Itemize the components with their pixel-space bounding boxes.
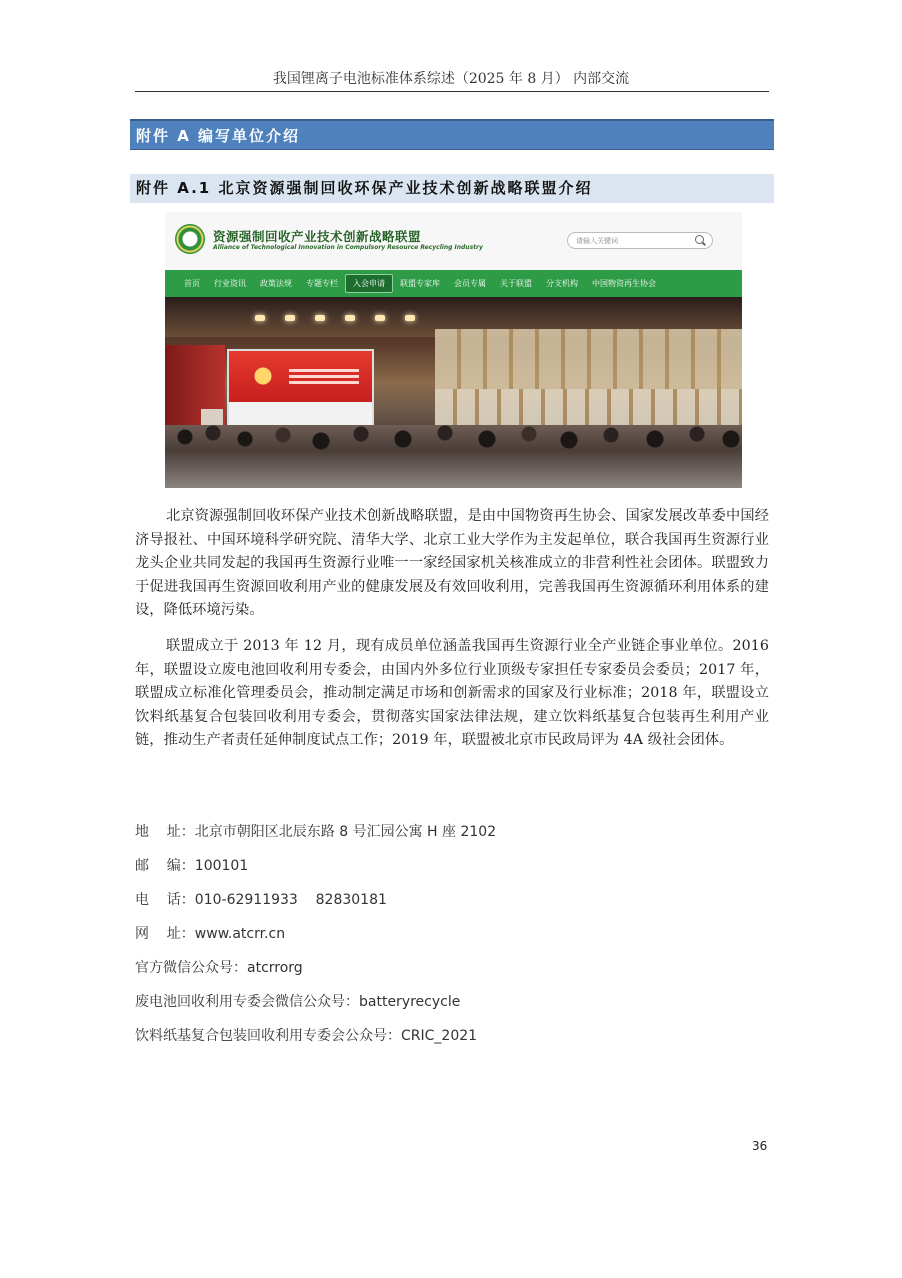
nav-item-about: 关于联盟 xyxy=(500,279,532,288)
website-screenshot xyxy=(165,212,742,488)
ceiling-light xyxy=(315,315,325,321)
conference-photo xyxy=(165,297,742,488)
ceiling-light xyxy=(375,315,385,321)
intro-paragraph: 北京资源强制回收环保产业技术创新战略联盟，是由中国物资再生协会、国家发展改革委中国经济导报社、中国环境科学研究院、清华大学、北京工业大学作为主发起单位，联合我国再生资源行业龙头企业共同发起的我国再生资源行业唯一一家经国家机关核准成立的非营利性社会团体。联盟致力于促进我国再生资源回收利用产业的健康发展及有效回收利用，完善我国再生资源循环利用体系的建设，降低环境污染。 xyxy=(135,508,769,618)
nav-item-association: 中国物资再生协会 xyxy=(592,279,656,288)
balcony-upper xyxy=(435,329,742,389)
nav-item-home: 首页 xyxy=(184,279,200,288)
subsection-heading: 附件 A.1 北京资源强制回收环保产业技术创新战略联盟介绍 xyxy=(130,174,774,203)
contact-wechat-packaging: 饮料纸基复合包装回收利用专委会公众号：CRIC_2021 xyxy=(135,1028,478,1044)
contact-wechat-official: 官方微信公众号：atcrrorg xyxy=(135,960,303,976)
ceiling-light xyxy=(405,315,415,321)
screen-emblem xyxy=(243,361,283,391)
nav-item-policy: 政策法规 xyxy=(260,279,292,288)
contact-postcode: 邮 编：100101 xyxy=(135,858,249,874)
contact-address: 地 址：北京市朝阳区北辰东路 8 号汇园公寓 H 座 2102 xyxy=(135,824,497,840)
alliance-logo-icon xyxy=(175,224,205,254)
nav-item-branches: 分支机构 xyxy=(546,279,578,288)
website-subtitle: Alliance of Technological Innovation in Compulsory Resource Recycling Industry xyxy=(213,244,483,251)
ceiling-light xyxy=(285,315,295,321)
nav-item-experts: 联盟专家库 xyxy=(400,279,440,288)
nav-item-topics: 专题专栏 xyxy=(306,279,338,288)
website-name: 资源强制回收产业技术创新战略联盟 xyxy=(213,229,422,244)
screen-text-lines xyxy=(289,369,359,372)
nav-item-news: 行业资讯 xyxy=(214,279,246,288)
audience xyxy=(165,425,742,488)
ceiling-light xyxy=(345,315,355,321)
nav-item-members: 会员专属 xyxy=(454,279,486,288)
history-paragraph: 联盟成立于 2013 年 12 月，现有成员单位涵盖我国再生资源行业全产业链企事业单位。2016 年，联盟设立废电池回收利用专委会，由国内外多位行业顶级专家担任专家委员会委员；2017 年，联盟成立标准化管理委员会，推动制定满足市场和创新需求的国家及行业标准；2018 年，联盟设立饮料纸基复合包装回收利用专委会，贯彻落实国家法律法规，建立饮料纸基复合包装再生利用产业链，推动生产者责任延伸制度试点工作；2019 年，联盟被北京市民政局评为 4A 级社会团体。 xyxy=(135,638,769,748)
running-header: 我国锂离子电池标准体系综述（2025 年 8 月） 内部交流 xyxy=(272,71,630,87)
contact-wechat-battery: 废电池回收利用专委会微信公众号：batteryrecycle xyxy=(135,994,461,1010)
nav-item-join: 入会申请 xyxy=(345,274,393,293)
section-heading: 附件 A 编写单位介绍 xyxy=(130,119,774,150)
contact-phone: 电 话：010-62911933 82830181 xyxy=(135,892,387,908)
header-rule xyxy=(135,91,769,92)
page-number: 36 xyxy=(752,1139,768,1153)
website-header xyxy=(165,212,742,270)
search-icon xyxy=(695,235,704,244)
contact-website: 网 址：www.atcrr.cn xyxy=(135,926,286,942)
ceiling-light xyxy=(255,315,265,321)
balcony-lower xyxy=(435,389,742,429)
website-nav xyxy=(165,270,742,297)
website-search-input: 请输入关键词 xyxy=(567,232,713,249)
